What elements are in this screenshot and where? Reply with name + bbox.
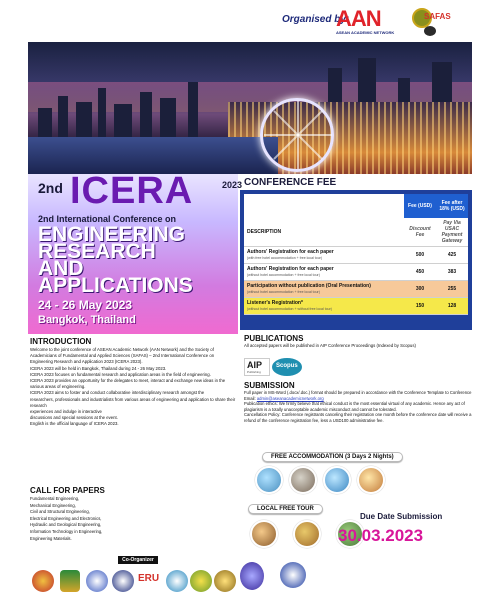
publication-ethics-text: Publication ethics: We firmly believe that ethical conduct is the most essential virtual of any academic. Hence any act of plagiarism is a totally unacceptable academic misconduct and cannot be tolerated. xyxy=(244,401,465,412)
fee-row-note: (without hotel accommodation + without free local tour) xyxy=(247,307,332,311)
hotel-photo xyxy=(323,466,351,494)
table-row xyxy=(244,264,468,281)
fee-row-note: (with free hotel accommodation + free local tour) xyxy=(247,256,322,260)
title-line: AND xyxy=(38,257,84,280)
aip-logo-sub: Publishing xyxy=(247,370,261,374)
fee-column-header: Fee (USD) xyxy=(404,194,436,218)
conference-email-link[interactable]: admin@aseanacademicnetwork.org xyxy=(256,395,324,401)
due-date-label: Due Date Submission xyxy=(360,512,443,521)
scopus-logo xyxy=(272,358,302,376)
list-item: Mechanical Engineering, xyxy=(30,502,76,508)
list-item: Civil and Structural Engineering, xyxy=(30,509,90,515)
description-header: DESCRIPTION xyxy=(244,218,404,247)
call-for-papers-heading: CALL FOR PAPERS xyxy=(30,486,105,495)
aan-logo xyxy=(336,6,410,36)
building xyxy=(114,104,132,138)
cancellation-policy-text: Cancellation Policy: Conference registrants canceling their registration one month before the conference date will receive a refund of the conference registration fee, less a USD100 administrative fee. xyxy=(244,412,472,423)
fee-table-box xyxy=(240,190,472,330)
intro-paragraph: ICERA 2023 will be held in Bangkok, Thailand during 24 - 26 May 2023. xyxy=(30,365,167,371)
submission-body xyxy=(244,390,474,424)
aan-logo-sub: ASEAN ACADEMIC NETWORK xyxy=(336,30,395,35)
safas-badge-icon xyxy=(424,26,436,36)
conference-title-panel xyxy=(28,170,243,334)
conference-dates: 24 - 26 May 2023 xyxy=(38,298,133,312)
partner-logo-icon xyxy=(280,562,306,588)
partner-shield-icon xyxy=(60,570,80,592)
fee-value: 150 xyxy=(404,298,436,315)
title-line: RESEARCH xyxy=(38,240,156,263)
submission-text: Full paper in MS-Word (.docx/.doc.) format should be prepared in accordance with the Conference Template to Conference Email: xyxy=(244,390,472,401)
intro-paragraph: experiences and indulge in interactive xyxy=(30,409,102,415)
due-date-value: 30.03.2023 xyxy=(338,526,424,545)
fee-hint: Discount Fee xyxy=(404,218,436,247)
call-for-papers-list xyxy=(30,496,190,542)
intro-paragraph: English is the official language of ICERA 2023. xyxy=(30,421,119,427)
publications-body: All accepted papers will be published in AIP Conference Proceedings (Indexed by Scopus) xyxy=(244,343,416,348)
organised-by-label: Organised by: xyxy=(282,14,350,25)
aan-logo-text: AAN xyxy=(336,6,381,31)
partner-logo-icon xyxy=(32,570,54,592)
list-item: Electrical Engineering and Electronics, xyxy=(30,515,102,521)
fee-table xyxy=(244,194,468,315)
table-row xyxy=(244,298,468,315)
co-organizer-label: Co-Organizer xyxy=(118,556,158,564)
building xyxy=(98,88,106,138)
safas-logo-text: SAFAS xyxy=(424,12,451,21)
aip-logo xyxy=(244,358,270,376)
fee-after-hint: Pay Via USAC Payment Gateway xyxy=(436,218,468,247)
title-ordinal: 2nd xyxy=(38,180,63,196)
list-item: Fundamental Engineering, xyxy=(30,496,80,501)
title-line: ENGINEERING xyxy=(38,223,186,246)
fee-value: 500 xyxy=(404,247,436,264)
partner-logo-icon xyxy=(240,562,264,590)
fee-value: 450 xyxy=(404,264,436,281)
title-main xyxy=(38,223,193,297)
partner-logo-icon xyxy=(214,570,236,592)
title-line: APPLICATIONS xyxy=(38,274,193,297)
intro-paragraph: ICERA 2023 aims to foster and conduct collaborative interdisciplinary research amongst the xyxy=(30,390,205,396)
tour-photo xyxy=(293,520,321,548)
title-acronym: ICERA xyxy=(70,170,194,212)
building xyxy=(76,102,92,138)
partner-logo-icon xyxy=(190,570,212,592)
fee-after-value: 383 xyxy=(436,264,468,281)
fee-after-value: 255 xyxy=(436,281,468,298)
footer-logos xyxy=(0,560,480,600)
fee-row-title: Participation without publication (Oral Presentation) xyxy=(247,283,371,289)
hotel-photo xyxy=(289,466,317,494)
list-item: Information Technology in Engineering, xyxy=(30,528,103,534)
free-accommodation-label: FREE ACCOMMODATION (3 Days 2 Nights) xyxy=(262,452,403,462)
intro-paragraph: ICERA 2023 provides an opportunity for the delegates to meet, interact and exchange new ideas in the various areas of engineering. xyxy=(30,378,226,390)
intro-paragraph: researchers, professionals and industrialists from various areas of engineering and application to share their research xyxy=(30,396,236,408)
building xyxy=(188,82,198,138)
list-item: Engineering Materials. xyxy=(30,535,72,541)
table-row xyxy=(244,281,468,298)
building xyxy=(140,92,152,138)
safas-logo xyxy=(412,6,451,36)
table-row xyxy=(244,247,468,264)
title-subtitle: 2nd International Conference on xyxy=(38,214,177,224)
hero-photo-bangkok xyxy=(28,42,472,174)
intro-paragraph: ICERA 2023 focuses on fundamental research and application areas in the field of engineering. xyxy=(30,371,211,377)
river xyxy=(28,137,278,174)
fee-after-column-header: Fee after 18% (USD) xyxy=(436,194,468,218)
fee-row-title: Authors' Registration for each paper xyxy=(247,266,334,272)
local-free-tour-label: LOCAL FREE TOUR xyxy=(248,504,323,514)
introduction-body xyxy=(30,347,238,428)
conference-location: Bangkok, Thailand xyxy=(38,314,136,326)
fee-row-title: Authors' Registration for each paper xyxy=(247,249,334,255)
list-item: Hydraulic and Geological Engineering, xyxy=(30,522,102,528)
partner-logo-icon xyxy=(166,570,188,592)
fee-after-value: 425 xyxy=(436,247,468,264)
introduction-heading: INTRODUCTION xyxy=(30,337,92,346)
ferris-wheel-icon xyxy=(260,98,334,172)
fee-section-title: CONFERENCE FEE xyxy=(244,177,337,188)
fee-after-value: 128 xyxy=(436,298,468,315)
title-year: 2023 xyxy=(222,180,243,190)
building xyxy=(160,98,176,138)
partner-logo-icon xyxy=(86,570,108,592)
submission-heading: SUBMISSION xyxy=(244,381,295,390)
eru-logo-text: ERU xyxy=(138,573,160,584)
building xyxy=(58,96,68,138)
header xyxy=(0,0,480,40)
fee-row-title: Listener's Registration* xyxy=(247,300,303,306)
hotel-photo xyxy=(255,466,283,494)
publications-heading: PUBLICATIONS xyxy=(244,334,304,343)
building xyxy=(38,108,52,138)
fee-row-note: (without hotel accommodation + free local tour) xyxy=(247,273,320,277)
intro-paragraph: discussions and special sessions at the event. xyxy=(30,415,118,421)
aip-logo-text: AIP xyxy=(247,360,263,370)
fee-value: 300 xyxy=(404,281,436,298)
fee-row-note: (without hotel accommodation + free local tour) xyxy=(247,290,320,294)
university-logo-icon xyxy=(112,570,134,592)
eru-logo xyxy=(138,568,162,590)
intro-paragraph: Welcome to the joint conference of ASEAN Academic Network (AAN Network) and the Society of Academicians of Fundamental and Applied Sciences (SAFAS) – 2nd International Conference on Engineering Research and Application 2023 (ICERA 2023). xyxy=(30,347,215,365)
scopus-logo-text: Scopus xyxy=(276,363,298,369)
tour-photo xyxy=(250,520,278,548)
hotel-photo xyxy=(357,466,385,494)
